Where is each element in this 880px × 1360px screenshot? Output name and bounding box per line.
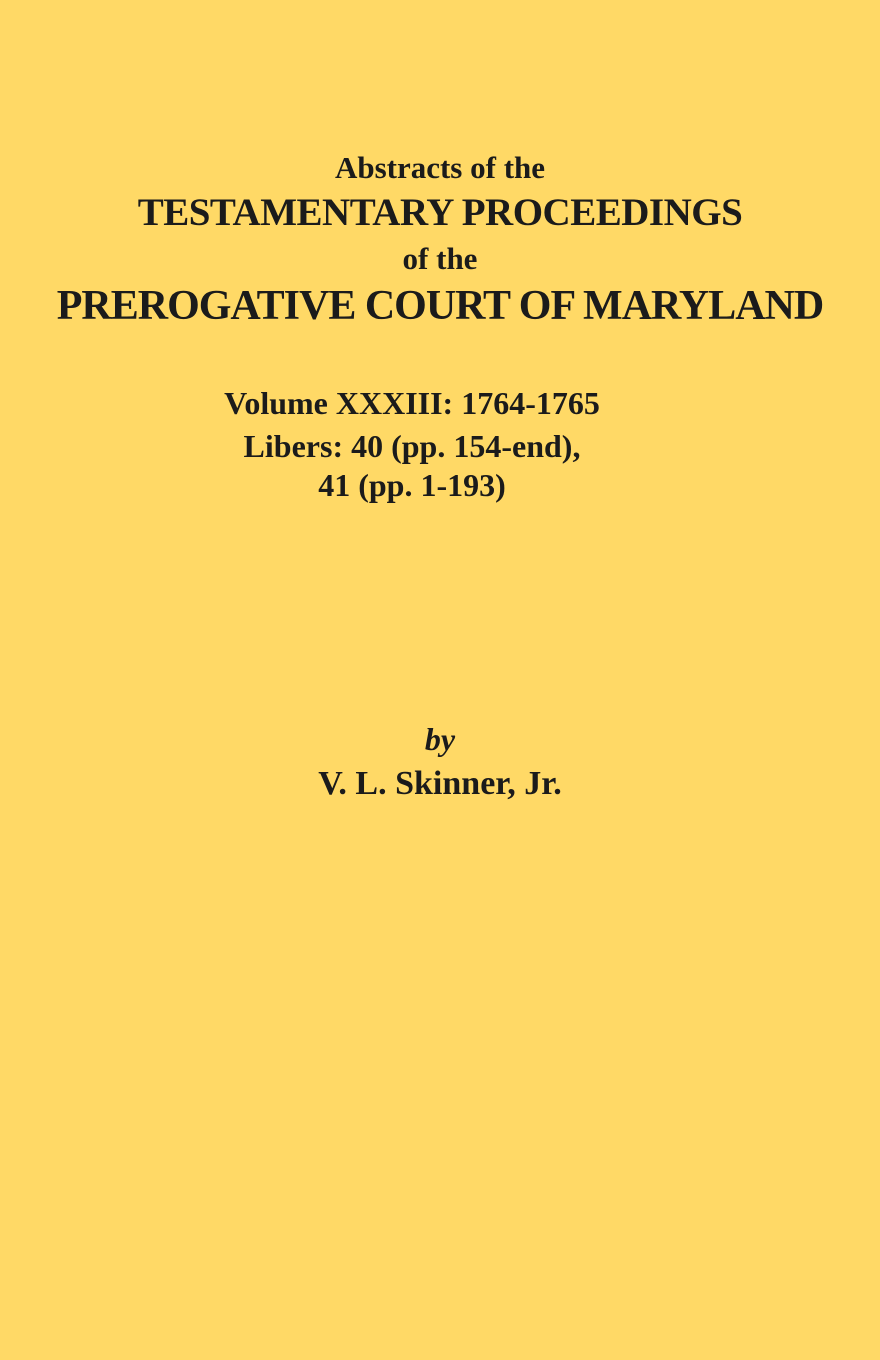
author-info (0, 716, 880, 806)
title-line-2: TESTAMENTARY PROCEEDINGS (137, 191, 743, 234)
byline: by (424, 721, 456, 757)
volume-line: Volume XXXIII: 1764-1765 (224, 385, 600, 421)
libers-line-2: 41 (pp. 1-193) (318, 467, 506, 503)
title-line-1: Abstracts of the (334, 150, 546, 185)
title-line-3: of the (402, 241, 478, 276)
author-name: V. L. Skinner, Jr. (318, 765, 562, 802)
book-title (0, 146, 880, 330)
title-line-4: PREROGATIVE COURT OF MARYLAND (56, 283, 824, 329)
volume-info (0, 380, 824, 504)
libers-line-1: Libers: 40 (pp. 154-end), (243, 428, 581, 464)
